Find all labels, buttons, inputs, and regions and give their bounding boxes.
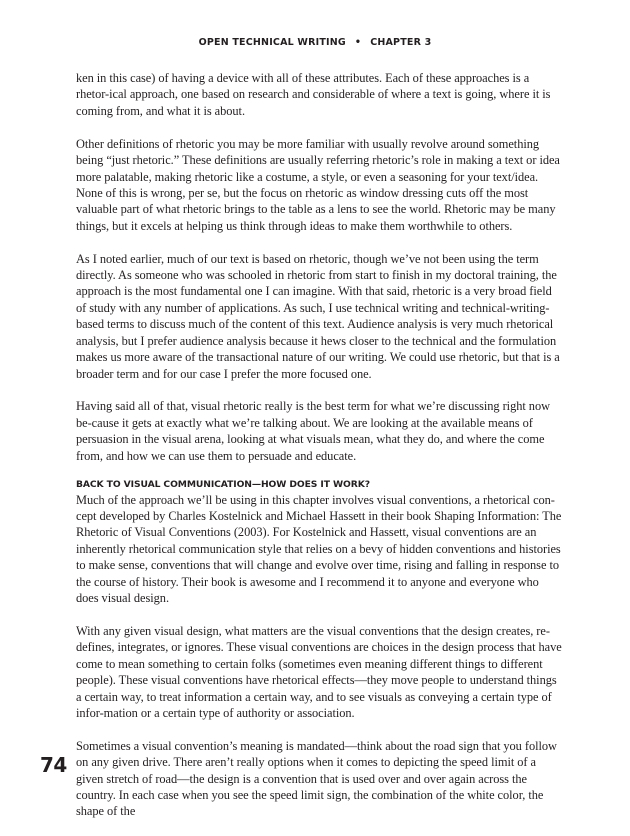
body-paragraph-2: Other definitions of rhetoric you may be more familiar with usually revolve around something being “just rhetoric.” These definitions are usually referring rhetoric’s role in making a text or idea more palatable, making rhetoric like a costume, a style, or even a seasoning for your text/idea. None of this is wrong, per se, but the focus on rhetoric as window dressing cuts off the most valuable part of what rhetoric brings to the table as a lens to see the world. Rhetoric may be many things, but it excels at helping us think through ideas to make them worthwhile to others. (76, 136, 560, 233)
running-head (0, 37, 630, 49)
section-paragraph-2: With any given visual design, what matters are the visual conventions that the design creates, re-defines, integrates, or ignores. These visual conventions are choices in the design process that have come to mean something to certain folks (sometimes even meaning different things to different people). These visual conventions have rhetorical effects—they move people to understand things a certain way, to treat information a certain way, and to see visuals as conveying a certain type of infor-mation or a certain type of authority or association. (76, 623, 562, 720)
body-paragraph-1: ken in this case) of having a device with all of these attributes. Each of these approaches is a rhetor-ical approach, one based on research and considerable of where a text is going, where it is coming from, and what it is about. (76, 71, 551, 118)
book-title: OPEN TECHNICAL WRITING (198, 37, 346, 48)
section-paragraph-3: Sometimes a visual convention’s meaning is mandated—think about the road sign that you follow on any given drive. There aren’t really options when it comes to depicting the speed limit of a given stretch of road—the design is a convention that is used over and over again across the country. In each case when you see the speed limit sign, the combination of the white color, the shape of the (76, 738, 557, 819)
section-heading: BACK TO VISUAL COMMUNICATION—HOW DOES IT WORK? (76, 478, 370, 490)
page-number: 74 (40, 753, 67, 777)
section-paragraph-1: Much of the approach we’ll be using in this chapter involves visual conventions, a rhetorical con-cept developed by Charles Kostelnick and Michael Hassett in their book Shaping Information: The Rhetoric of Visual Conventions (2003). For Kostelnick and Hassett, visual conventions are an inherently rhetorical communication style that relies on a bevy of hidden conventions and histories to make sense, conventions that will change and evolve over time, rising and falling in response to the course of history. Their book is awesome and I recommend it to anyone and everyone who does visual design. (76, 492, 562, 605)
body-paragraph-3: As I noted earlier, much of our text is based on rhetoric, though we’ve not been using the term directly. As someone who was schooled in rhetoric from start to finish in my doctoral training, the approach is the most fundamental one I can imagine. With that said, rhetoric is a very broad field of study with any number of applications. As such, I use technical writing and technical-writing-based terms to discuss much of the content of this text. Audience analysis is very much rhetorical analysis, but I prefer audience analysis because it hews closer to the technical and the formulation makes us more aware of the transactional nature of our writing. We could use rhetoric, but that is a broader term and for our case I prefer the more focused one. (76, 251, 560, 381)
chapter-label: CHAPTER 3 (370, 37, 432, 48)
page-body (76, 70, 562, 836)
header-separator: • (354, 37, 362, 48)
body-paragraph-4: Having said all of that, visual rhetoric really is the best term for what we’re discussing right now be-cause it gets at exactly what we’re talking about. We are looking at the available means of persuasion in the visual arena, looking at what visuals mean, what they do, and where the come from, and how we can use them to persuade and educate. (76, 399, 550, 463)
